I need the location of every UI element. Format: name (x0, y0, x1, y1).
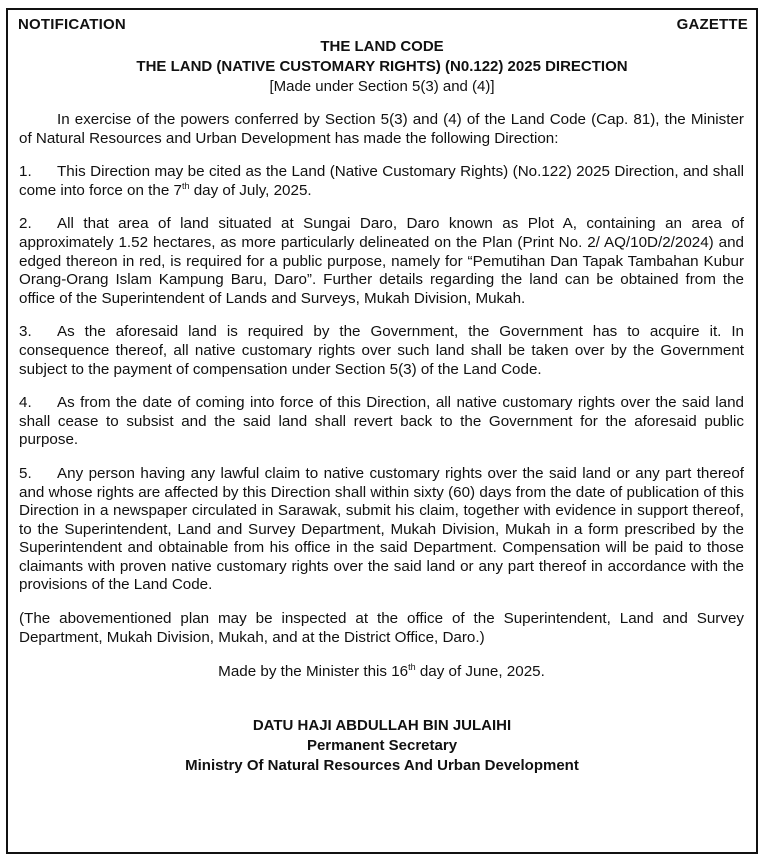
paragraph-3 (19, 323, 744, 379)
ordinal-suffix: th (408, 662, 416, 673)
paragraph-2 (19, 215, 744, 308)
paragraph-4 (19, 394, 744, 450)
signatory-position: Permanent Secretary (306, 736, 458, 754)
paragraph-text: All that area of land situated at Sungai Daro, Daro known as Plot A, containing an area of approximately 1.52 hectares, as more particularly delineated on the Plan (Print No. 2/ AQ/10D/2/2024) and edged thereon in red, is required for a public purpose, namely for “Pemutihan Dan Tapak Tambahan Kubur Orang-Orang Islam Kampung Baru, Daro”. Further details regarding the land can be obtained from the office of the Superintendent of Lands and Surveys, Mukah Division, Mukah. (19, 215, 744, 307)
notice-title-block (8, 37, 756, 97)
act-title: THE LAND CODE (320, 38, 444, 55)
paragraph-1 (19, 163, 744, 200)
inspection-note: (The abovementioned plan may be inspected at the office of the Superintendent, Land and Survey Department, Mukah Division, Mukah, and at the District Office, Daro.) (19, 610, 744, 646)
signatory-ministry: Ministry Of Natural Resources And Urban Development (185, 756, 579, 774)
ordinal-suffix: th (181, 180, 190, 191)
made-text: Made by the Minister this 16 (218, 663, 409, 681)
gazette-label: GAZETTE (676, 16, 748, 33)
paragraph-text: As the aforesaid land is required by the Government, the Government has to acquire it. In consequence thereof, all native customary rights over such land shall be taken over by the Government subject to the payment of compensation under Section 5(3) of the Land Code. (19, 323, 744, 378)
made-by-line (19, 663, 744, 682)
paragraph-number: 4. (19, 394, 32, 412)
paragraph-number: 3. (19, 323, 32, 341)
direction-title: THE LAND (NATIVE CUSTOMARY RIGHTS) (N0.122) 2025 DIRECTION (136, 58, 628, 75)
notice-body (8, 111, 756, 682)
paragraph-text: Any person having any lawful claim to native customary rights over the said land or any part thereof and whose rights are affected by this Direction shall within sixty (60) days from the date of publication of this Direction in a newspaper circulated in Sarawak, submit his claim, together with evidence in support thereof, to the Superintendent, Land and Survey Department, Mukah Division, Mukah in a form prescribed by the Superintendent and obtainable from his office in the said Department. Compensation will be paid to those claimants with proven native customary rights over the said land or any part thereof in accordance with the provisions of the Land Code. (19, 464, 744, 594)
signature-block (8, 716, 756, 776)
paragraph-text-end: day of July, 2025. (189, 181, 312, 199)
made-text-end: day of June, 2025. (415, 663, 545, 681)
paragraph-text: This Direction may be cited as the Land (Native Customary Rights) (No.122) 2025 Direction, and shall come into force on the 7 (19, 163, 744, 199)
paragraph-text: As from the date of coming into force of this Direction, all native customary rights over the said land shall cease to subsist and the said land shall revert back to the Government for the aforesaid public purpose. (19, 394, 744, 449)
paragraph-number: 5. (19, 464, 32, 482)
paragraph-5 (19, 465, 744, 595)
gazette-notice (6, 8, 758, 854)
notice-header (8, 10, 756, 33)
authority-subtitle: [Made under Section 5(3) and (4)] (269, 78, 495, 95)
paragraph-number: 1. (19, 163, 32, 181)
paragraph-number: 2. (19, 215, 32, 233)
signatory-name: DATU HAJI ABDULLAH BIN JULAIHI (252, 716, 512, 734)
notification-label: NOTIFICATION (18, 16, 126, 33)
intro-paragraph: In exercise of the powers conferred by Section 5(3) and (4) of the Land Code (Cap. 81), the Minister of Natural Resources and Urban Development has made the following Direction: (19, 111, 744, 147)
